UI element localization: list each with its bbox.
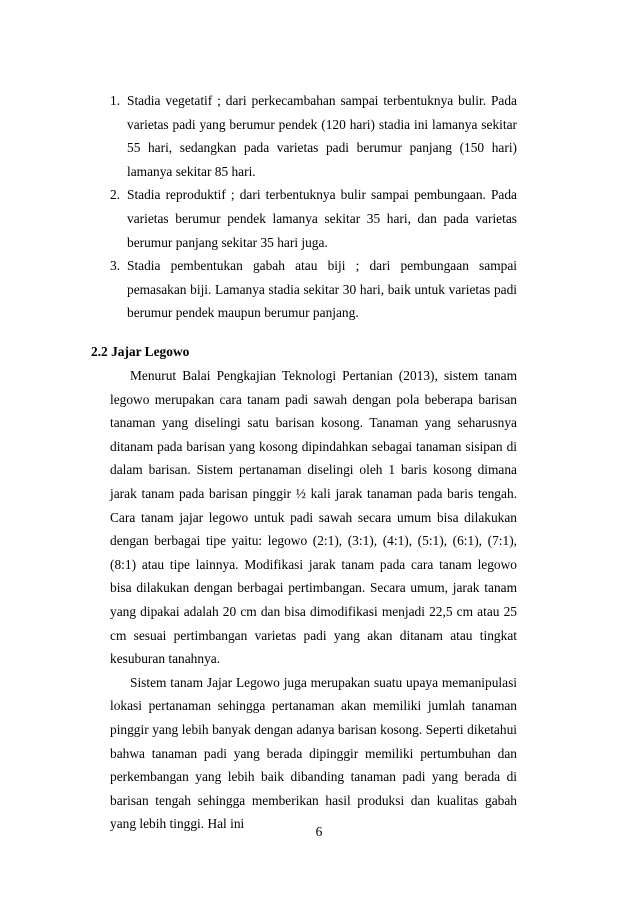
list-item-number: 3. [110, 258, 121, 274]
list-item-text: Stadia reproduktif ; dari terbentuknya bulir sampai pembungaan. Pada varietas berumur pendek lamanya sekitar 35 hari, dan pada varietas berumur panjang sekitar 35 hari juga. [127, 187, 517, 250]
body-paragraph: Sistem tanam Jajar Legowo juga merupakan suatu upaya memanipulasi lokasi pertanaman sehingga pertanaman akan memiliki jumlah tanaman pinggir yang lebih banyak dengan adanya barisan kosong. Seperti diketahui bahwa tanaman padi yang berada dipinggir memiliki pertumbuhan dan perkembangan yang lebih baik dibanding tanaman padi yang berada di barisan tengah sehingga memberikan hasil produksi dan kualitas gabah yang lebih tinggi. Hal ini [110, 674, 517, 832]
body-paragraph: Menurut Balai Pengkajian Teknologi Pertanian (2013), sistem tanam legowo merupakan cara tanam padi sawah dengan pola beberapa barisan tanaman yang diselingi satu barisan kosong. Tanaman yang seharusnya ditanam pada barisan yang kosong dipindahkan sebagai tanaman sisipan di dalam barisan. Sistem pertanaman diselingi oleh 1 baris kosong dimana jarak tanam pada barisan pinggir ½ kali jarak tanaman pada baris tengah. Cara tanam jajar legowo untuk padi sawah secara umum bisa dilakukan dengan berbagai tipe yaitu: legowo (2:1), (3:1), (4:1), (5:1), (6:1), (7:1), (8:1) atau tipe lainnya. Modifikasi jarak tanam pada cara tanam legowo bisa dilakukan dengan berbagai pertimbangan. Secara umum, jarak tanam yang dipakai adalah 20 cm dan bisa dimodifikasi menjadi 22,5 cm atau 25 cm sesuai pertimbangan varietas padi yang akan ditanam atau tingkat kesuburan tanahnya. [110, 368, 517, 667]
section-heading: 2.2 Jajar Legowo [91, 344, 190, 359]
list-item [110, 254, 517, 325]
section-body [110, 364, 517, 836]
list-item-text: Stadia vegetatif ; dari perkecambahan sampai terbentuknya bulir. Pada varietas padi yang berumur pendek (120 hari) stadia ini lamanya sekitar 55 hari, sedangkan pada varietas padi berumur panjang (150 hari) lamanya sekitar 85 hari. [127, 93, 517, 179]
page-number: 6 [315, 824, 323, 839]
list-item [110, 183, 517, 254]
growth-stage-list [110, 89, 517, 325]
list-item [110, 89, 517, 183]
list-item-text: Stadia pembentukan gabah atau biji ; dari pembungaan sampai pemasakan biji. Lamanya stadia sekitar 30 hari, baik untuk varietas padi berumur pendek maupun berumur panjang. [127, 258, 517, 321]
list-item-number: 2. [110, 187, 121, 203]
list-item-number: 1. [110, 93, 121, 108]
